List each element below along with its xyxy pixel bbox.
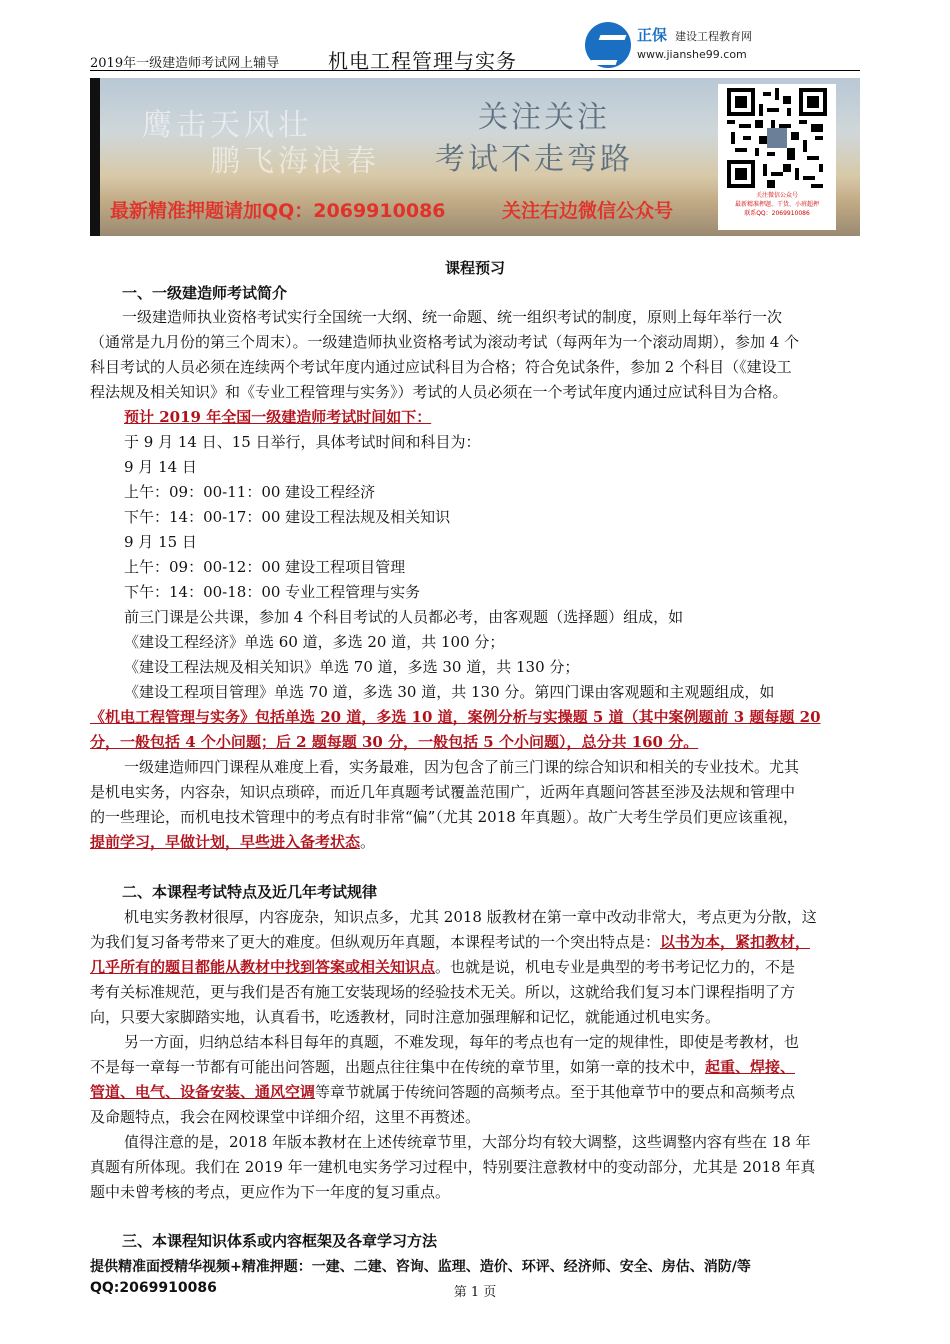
qr-caption-3: 联系QQ：2069910086 [744,210,810,217]
brand-logo[interactable] [585,22,860,70]
banner-slogan: 考试不走弯路 [435,142,633,177]
paragraph-line: 真题有所体现。我们在 2019 年一建机电实务学习过程中，特别要注意教材中的变动部分，尤其是 2018 年真 [90,1158,816,1176]
schedule-line: 上午：09：00-11：00 建设工程经济 [124,483,376,501]
schedule-line: 下午：14：00-17：00 建设工程法规及相关知识 [124,508,451,526]
paragraph-line: 科目考试的人员必须在连续两个考试年度内通过应试科目为合格；符合免试条件，参加 2 个科目（《建设工 [90,358,792,376]
highlight-text: 起重、焊接、 [705,1058,796,1076]
section-heading-1: 一、一级建造师考试简介 [122,284,288,302]
paragraph-line: 一级建造师四门课程从难度上看，实务最难，因为包含了前三门课的综合知识和相关的专业技术。尤其 [124,758,800,776]
paragraph-line [90,1055,795,1079]
paragraph-line [90,830,375,854]
paragraph-line: 向，只要大家脚踏实地，认真看书，吃透教材，同时注意加强理解和记忆，就能通过机电实务。 [90,1008,721,1026]
paragraph-line: 值得注意的是，2018 年版本教材在上述传统章节里，大部分均有较大调整，这些调整内容有些在 18 年 [124,1133,811,1151]
highlight-text: 提前学习，早做计划，早些进入备考状态 [90,833,361,851]
paragraph-line [90,955,795,979]
logo-brand: 正保 [637,26,668,44]
schedule-line: 《建设工程项目管理》单选 70 道，多选 30 道，共 130 分。第四门课由客观题和主观题组成，如 [124,683,775,701]
footer-promo: 提供精准面授精华视频+精准押题：一建、二建、咨询、监理、造价、环评、经济师、安全、房估、消防/等 [90,1259,751,1275]
paragraph-end: 。 [360,833,376,851]
section-heading-2: 二、本课程考试特点及近几年考试规律 [122,883,378,901]
schedule-line: 上午：09：00-12：00 建设工程项目管理 [124,558,406,576]
paragraph-line: 另一方面，归纳总结本科目每年的真题，不难发现，每年的考点也有一定的规律性，即使是考教材，也 [124,1033,800,1051]
schedule-line: 9 月 14 日 [124,458,197,476]
highlight-text: 以书为本，紧扣教材， [660,933,811,951]
highlight-text: 管道、电气、设备安装、通风空调 [90,1083,316,1101]
qr-code-icon [727,88,827,188]
header-divider [90,70,860,71]
paragraph-line: 机电实务教材很厚，内容庞杂，知识点多，尤其 2018 版教材在第一章中改动非常大，考点更为分散，这 [124,908,817,926]
banner-qq-promo: 最新精准押题请加QQ：2069910086 [110,200,446,222]
schedule-line: 9 月 15 日 [124,533,197,551]
banner-poem-line1: 鹰击天风壮 [142,108,312,143]
banner-wechat-promo: 关注右边微信公众号 [502,200,674,222]
schedule-line: 《建设工程经济》单选 60 道，多选 20 道，共 100 分； [124,633,505,651]
paragraph-line: 一级建造师执业资格考试实行全国统一大纲、统一命题、统一组织考试的制度，原则上每年举行一次 [122,308,783,326]
banner-watch-text: 关注关注 [478,100,610,135]
exam-time-heading: 预计 2019 年全国一级建造师考试时间如下： [124,408,432,426]
logo-mark-icon [585,22,631,68]
text-run: 。也就是说，机电专业是典型的考书考记忆力的，不是 [435,958,796,976]
text-run: 等章节就属于传统问答题的高频考点。至于其他章节中的要点和高频考点 [315,1083,796,1101]
paragraph-line [90,1080,795,1104]
paragraph-line: 及命题特点，我会在网校课堂中详细介绍，这里不再赘述。 [90,1108,481,1126]
page-number: 第 1 页 [453,1285,497,1300]
paragraph-line: 程法规及相关知识》和《专业工程管理与实务》）考试的人员必须在一个考试年度内通过应试科目为合格。 [90,383,788,401]
schedule-line: 《建设工程法规及相关知识》单选 70 道，多选 30 道，共 130 分； [124,658,580,676]
header-exam-name: 2019年一级建造师考试网上辅导 [90,56,280,71]
logo-url: www.jianshe99.com [637,48,747,61]
paragraph-line: 考有关标准规范，更与我们是否有施工安装现场的经验技术无关。所以，这就给我们复习本门课程指明了方 [90,983,796,1001]
paragraph-line: 题中未曾考核的考点，更应作为下一年度的复习重点。 [90,1183,451,1201]
section-heading-3: 三、本课程知识体系或内容框架及各章学习方法 [122,1232,438,1250]
highlight-line: 《机电工程管理与实务》包括单选 20 道，多选 10 道，案例分析与实操题 5 道（其中案例题前 3 题每题 20 [90,708,821,726]
paragraph-line: 是机电实务，内容杂，知识点琐碎，而近几年真题考试覆盖范围广，近两年真题问答甚至涉及法规和管理中 [90,783,796,801]
banner-edge [90,78,100,236]
text-run: 为我们复习备考带来了更大的难度。但纵观历年真题，本课程考试的一个突出特点是： [90,933,661,951]
promo-banner[interactable] [90,78,860,236]
paragraph-line: 的一些理论，而机电技术管理中的考点有时非常“偏”（尤其 2018 年真题）。故广大考生学员们更应该重视， [90,808,799,826]
paragraph-line: （通常是九月份的第三个周末）。一级建造师执业资格考试为滚动考试（每两年为一个滚动周期），参加 4 个 [90,333,800,351]
doc-title: 课程预习 [444,259,505,277]
header-subject-title: 机电工程管理与实务 [328,49,517,73]
footer-qq[interactable]: QQ:2069910086 [90,1280,217,1296]
qr-code-panel[interactable] [718,84,836,230]
banner-poem-line2: 鹏飞海浪春 [210,144,380,179]
schedule-line: 前三门课是公共课，参加 4 个科目考试的人员都必考，由客观题（选择题）组成，如 [124,608,684,626]
qr-caption-1: 关注微信公众号 [755,192,798,199]
highlight-text: 几乎所有的题目都能从教材中找到答案或相关知识点 [90,958,436,976]
text-run: 不是每一章每一节都有可能出问答题，出题点往往集中在传统的章节里，如第一章的技术中， [90,1058,706,1076]
highlight-line: 分，一般包括 4 个小问题；后 2 题每题 30 分，一般包括 5 个小问题），总分共 160 分。 [90,733,699,751]
schedule-line: 下午：14：00-18：00 专业工程管理与实务 [124,583,421,601]
logo-name: 建设工程教育网 [675,30,752,43]
schedule-line: 于 9 月 14 日、15 日举行，具体考试时间和科目为： [124,433,481,451]
qr-caption-2: 最新精准押题、干货、小班超押 [734,201,819,208]
paragraph-line [90,930,810,954]
